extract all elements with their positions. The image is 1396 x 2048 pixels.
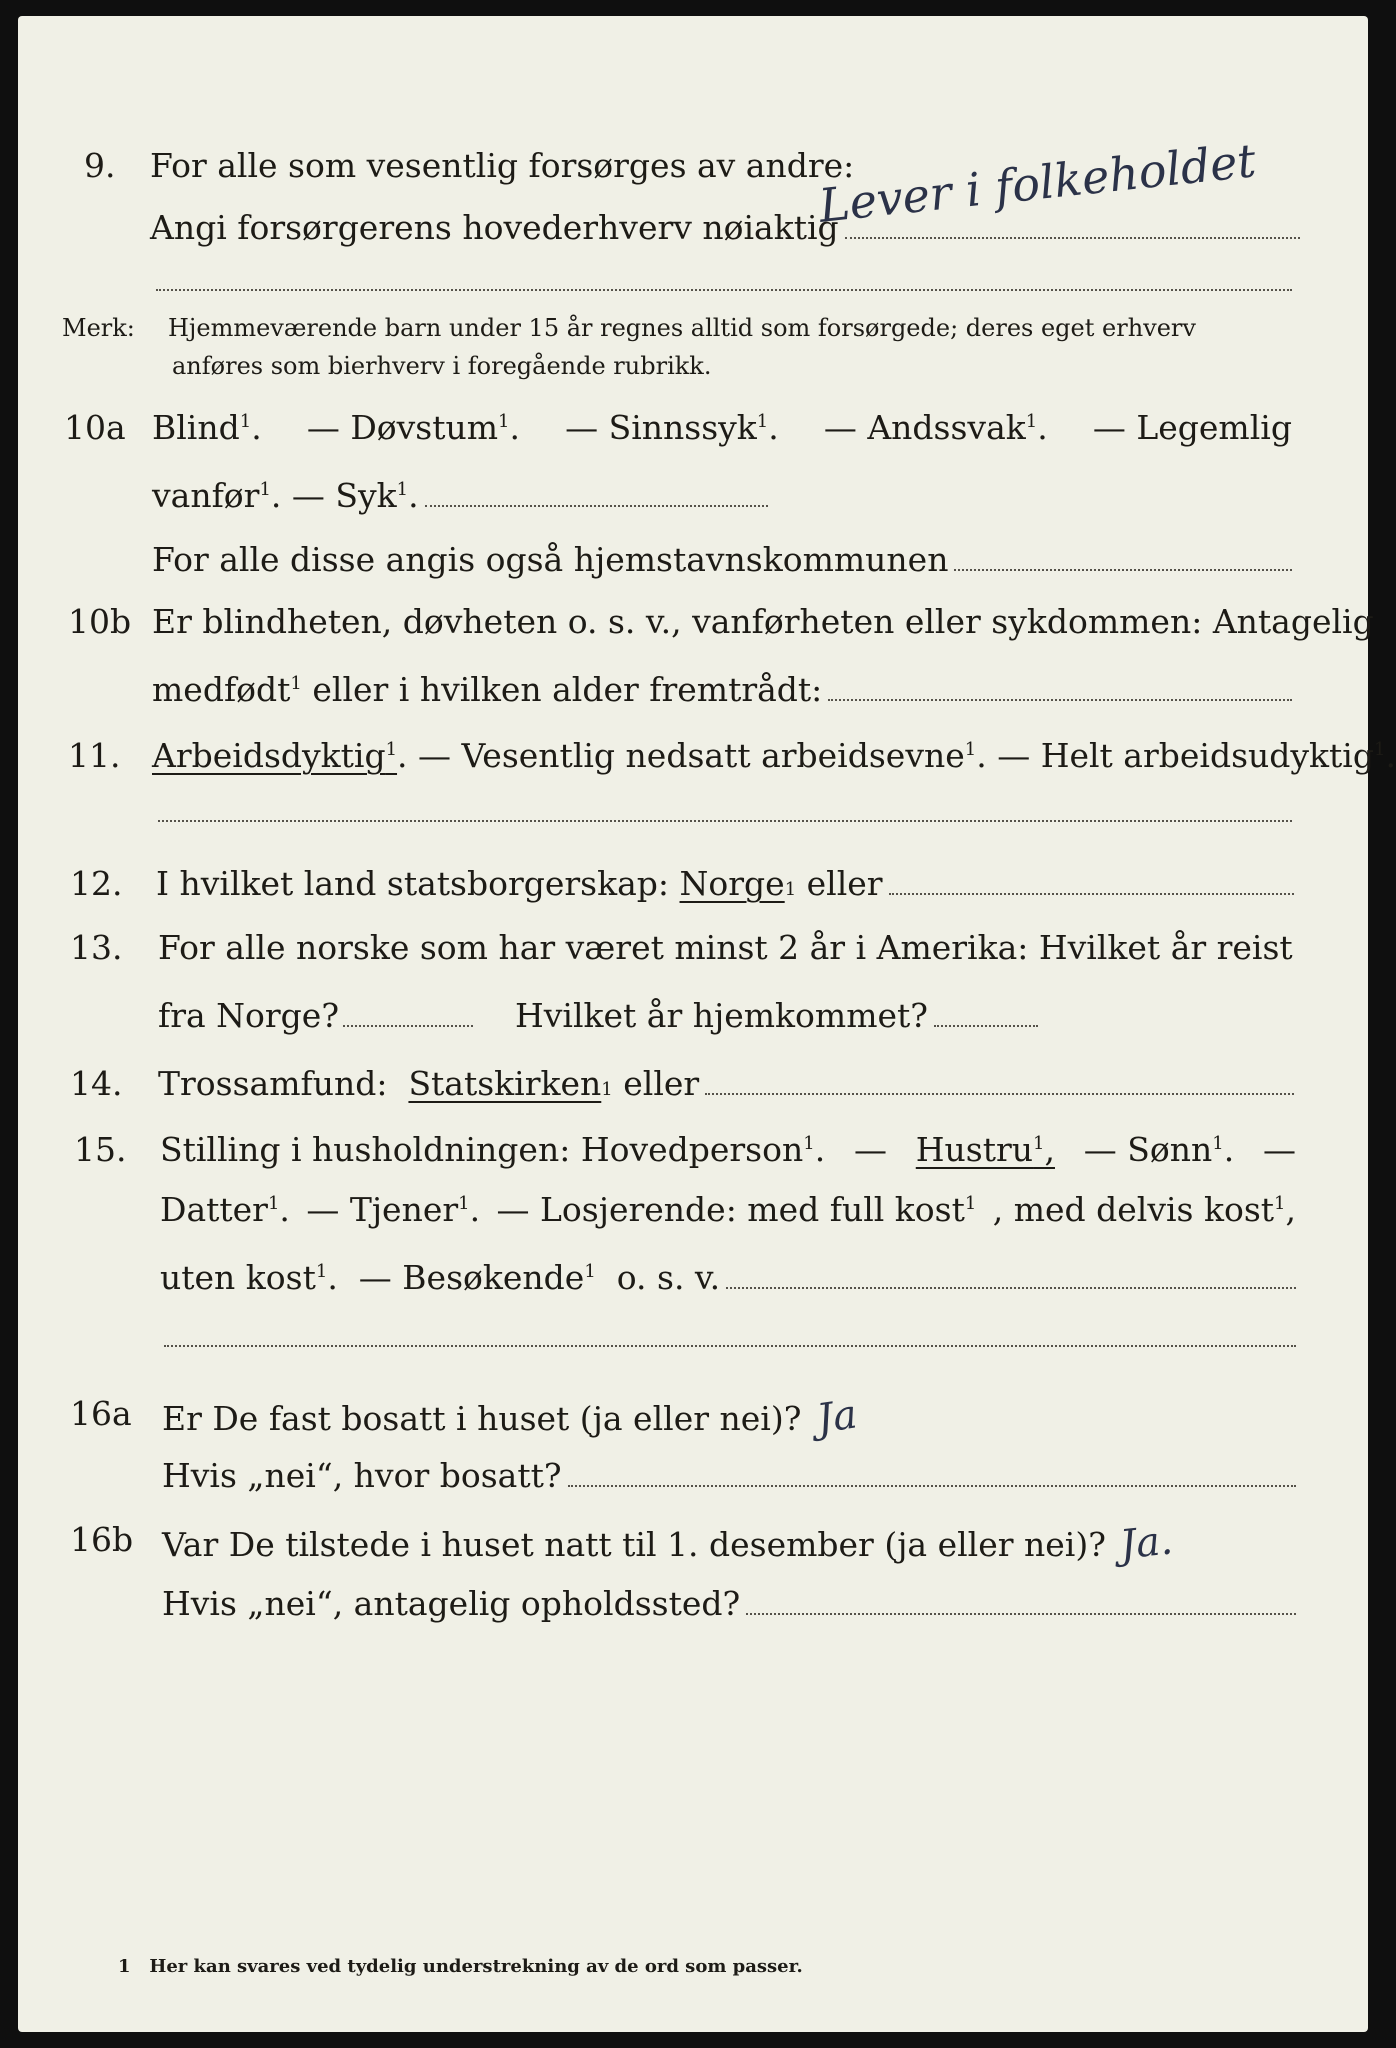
q9-handwritten-answer[interactable]: Lever i folkeholdet — [816, 133, 1259, 233]
q9-label: Angi forsørgerens hovederhverv nøiaktig — [150, 208, 839, 247]
q10b-medfodt[interactable]: medfødt$^1$ — [152, 670, 302, 709]
q13-number: 13. — [70, 928, 123, 967]
merk-line2: anføres som bierhverv i foregående rubrikk. — [172, 352, 712, 380]
q13-line2: fra Norge? Hvilket år hjemkommet? — [158, 996, 1038, 1035]
q9-question: For alle som vesentlig forsørges av andre: — [150, 146, 855, 185]
q12-other-field[interactable] — [889, 892, 1294, 895]
separator — [156, 288, 1292, 291]
q11-arbeidsdyktig[interactable]: Arbeidsdyktig$^1$ — [152, 736, 398, 775]
q15-hustru[interactable]: Hustru$^1$, — [915, 1130, 1055, 1169]
q16b-line2: Hvis „nei“, antagelig opholdssted? — [162, 1584, 1296, 1623]
q10a-syk[interactable]: — Syk$^1$. — [291, 476, 419, 515]
q15-line3: uten kost$^1$. — Besøkende$^1$ o. s. v. — [160, 1258, 1296, 1297]
q10a-number: 10a — [64, 408, 126, 447]
q14-number: 14. — [70, 1064, 123, 1103]
q10b-alder-field[interactable] — [828, 698, 1292, 701]
q11-nedsatt[interactable]: — Vesentlig nedsatt arbeidsevne$^1$. — [418, 736, 987, 775]
q14-other-field[interactable] — [705, 1092, 1294, 1095]
q10a-legemlig[interactable]: — Legemlig — [1092, 408, 1292, 447]
q15-line2 — [160, 1190, 1296, 1229]
q12-norge[interactable]: Norge — [679, 864, 785, 903]
q10a-blind[interactable]: Blind$^1$. — [152, 408, 262, 447]
q16a-number: 16a — [70, 1394, 132, 1433]
q15-line1: Stilling i husholdningen: Hovedperson$^1$. — Hustru$^1$, — Sønn$^1$. — — [160, 1130, 1296, 1169]
q10a-dovstum[interactable]: — Døvstum$^1$. — [306, 408, 520, 447]
q15-uten-kost[interactable]: uten kost$^1$. — [160, 1258, 338, 1297]
q15-number: 15. — [74, 1130, 127, 1169]
q13-reist-field[interactable] — [343, 1024, 473, 1027]
q11-number: 11. — [68, 736, 121, 775]
q16b-handwritten-answer[interactable]: Ja. — [1117, 1517, 1175, 1569]
q16a-line2: Hvis „nei“, hvor bosatt? — [162, 1456, 1296, 1495]
q16a-line1: Er De fast bosatt i huset (ja eller nei)? Ja — [162, 1391, 861, 1443]
q16a-handwritten-answer[interactable]: Ja — [814, 1391, 861, 1443]
q10a-line2 — [152, 476, 768, 515]
q9-line2 — [150, 208, 1300, 247]
q12-line: I hvilket land statsborgerskap: Norge 1 eller — [156, 864, 1294, 903]
q13-line1: For alle norske som har været minst 2 år i Amerika: Hvilket år reist — [158, 928, 1293, 967]
q10a-line3: For alle disse angis også hjemstavnskommunen — [152, 540, 1292, 579]
q16b-line1: Var De tilstede i huset natt til 1. desember (ja eller nei)? Ja. — [162, 1517, 1175, 1569]
q10b-number: 10b — [68, 602, 132, 641]
q11-line: Arbeidsdyktig$^1$ . — Vesentlig nedsatt arbeidsevne$^1$. — Helt arbeidsudyktig$^1$. — [152, 736, 1396, 775]
q9-number: 9. — [84, 146, 116, 185]
merk-label: Merk: — [62, 314, 135, 342]
q15-other-field[interactable] — [726, 1286, 1296, 1289]
q15-delvis-kost[interactable]: , med delvis kost$^1$, — [992, 1190, 1296, 1229]
q15-sonn[interactable]: — Sønn$^1$. — [1083, 1130, 1235, 1169]
merk-line1: Hjemmeværende barn under 15 år regnes alltid som forsørgede; deres eget erhverv — [168, 314, 1196, 342]
q10b-line2: medfødt$^1$ eller i hvilken alder fremtrådt: — [152, 670, 1292, 709]
q11-udyktig[interactable]: — Helt arbeidsudyktig$^1$. — [997, 736, 1396, 775]
q15-tjener[interactable]: — Tjener$^1$. — [306, 1190, 481, 1229]
q13-hjemkommet-field[interactable] — [934, 1024, 1038, 1027]
q15-losjerende[interactable]: — Losjerende: med full kost$^1$ — [496, 1190, 977, 1229]
q10b-line1: Er blindheten, døvheten o. s. v., vanførheten eller sykdommen: Antagelig — [152, 602, 1374, 641]
q10a-vanfor[interactable]: vanfør$^1$. — [152, 476, 282, 515]
q10a-andssvak[interactable]: — Andssvak$^1$. — [823, 408, 1048, 447]
q10a-line1 — [152, 408, 1292, 447]
q15-besokende[interactable]: — Besøkende$^1$ — [358, 1258, 596, 1297]
q16a-bosatt-field[interactable] — [568, 1484, 1296, 1487]
separator — [164, 1344, 1296, 1347]
q12-number: 12. — [70, 864, 123, 903]
q15-hovedperson[interactable]: Stilling i husholdningen: Hovedperson$^1$. — [160, 1130, 826, 1169]
q14-statskirken[interactable]: Statskirken — [408, 1064, 602, 1103]
q16b-number: 16b — [70, 1520, 134, 1559]
q10a-sinnssyk[interactable]: — Sinnssyk$^1$. — [565, 408, 779, 447]
q16b-opholdssted-field[interactable] — [746, 1612, 1296, 1615]
q15-datter[interactable]: Datter$^1$. — [160, 1190, 290, 1229]
q10a-hjemstavn-field[interactable] — [954, 568, 1292, 571]
footnote: 1 Her kan svares ved tydelig understrekning av de ord som passer. — [118, 1956, 803, 1977]
q14-line: Trossamfund: Statskirken 1 eller — [158, 1064, 1294, 1103]
census-form-page — [18, 16, 1396, 2032]
separator — [158, 819, 1292, 822]
